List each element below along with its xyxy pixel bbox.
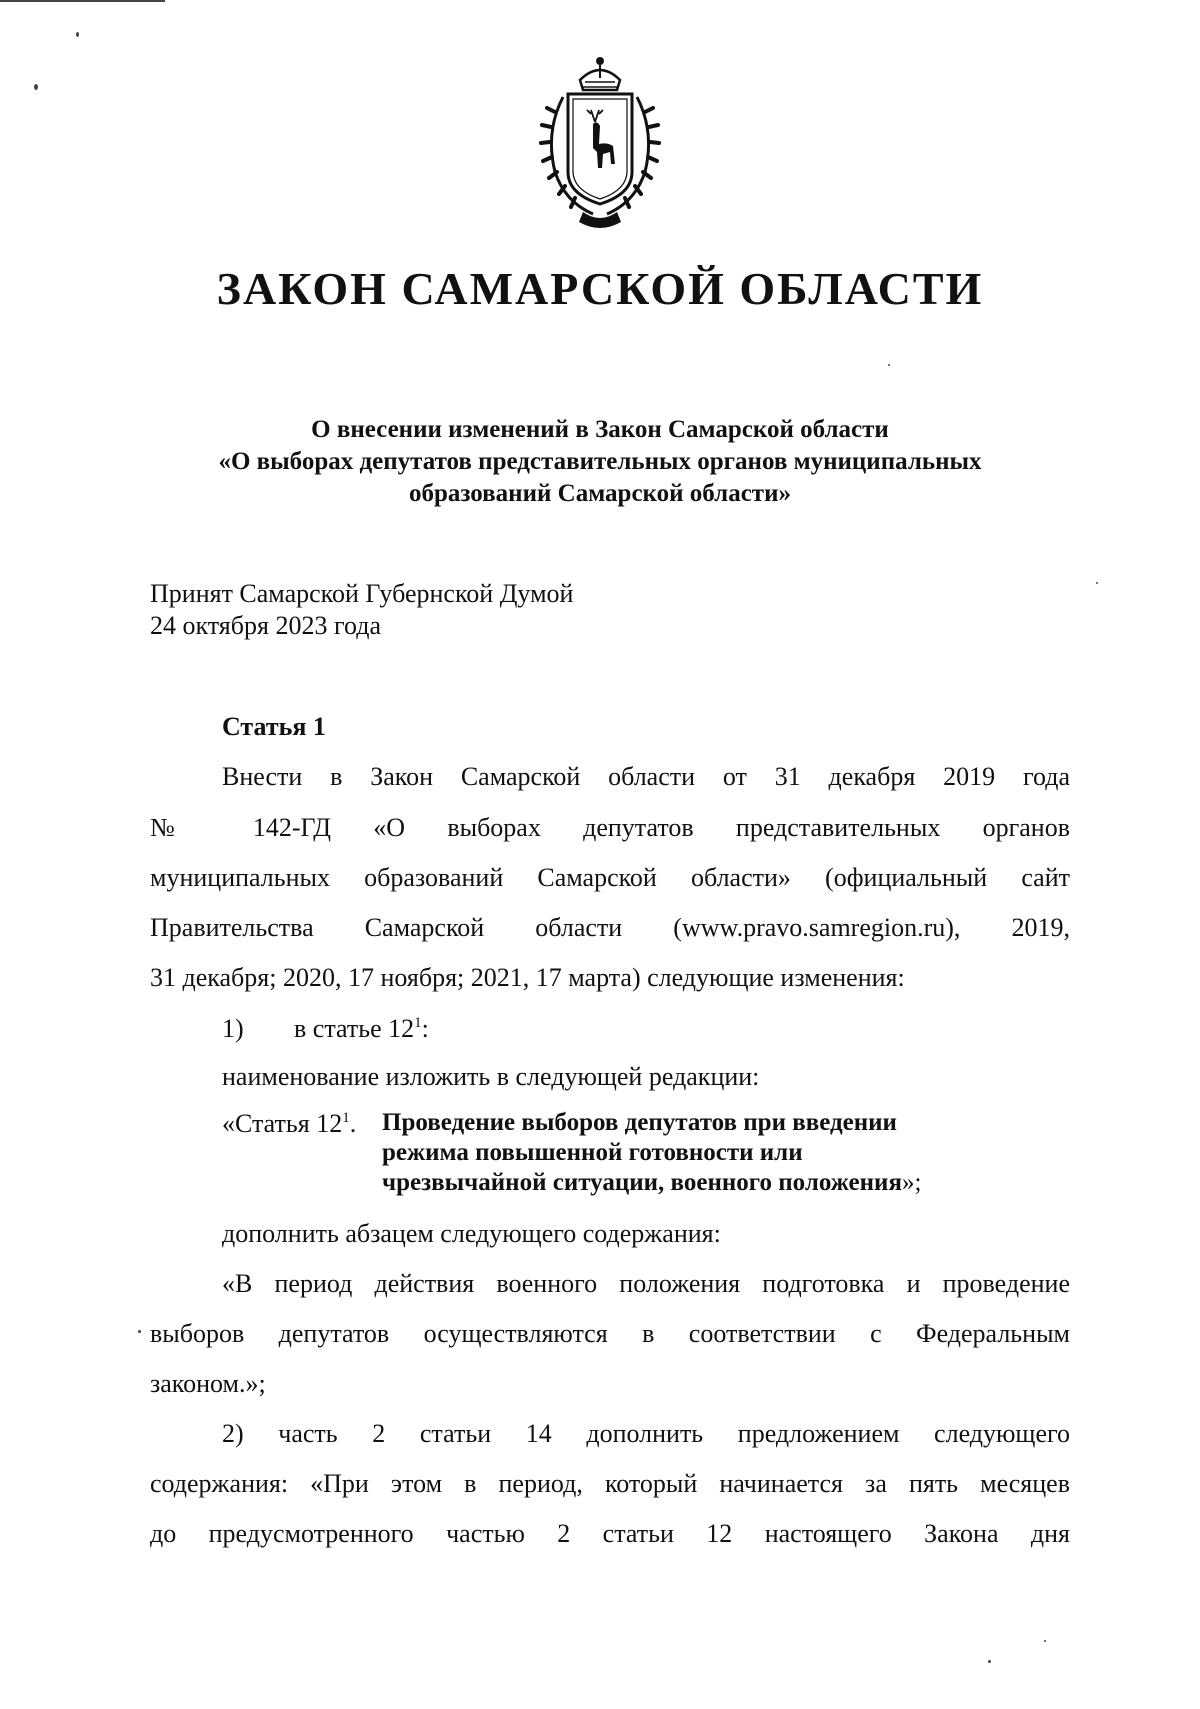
quote-prefix <box>222 1108 356 1140</box>
law-subject-line: «О выборах депутатов представительных органов муниципальных <box>218 448 982 475</box>
law-title: ЗАКОН САМАРСКОЙ ОБЛАСТИ <box>216 263 984 314</box>
new-article-title-line <box>382 1168 921 1198</box>
text-line: дополнить абзацем следующего содержания: <box>222 1219 721 1248</box>
text-line: Правительства Самарской области (www.pravo.samregion.ru), 2019, <box>150 913 1070 942</box>
scan-speck <box>988 1660 991 1663</box>
text-line: Внести в Закон Самарской области от 31 декабря 2019 года <box>222 762 1070 791</box>
text-line: до предусмотренного частью 2 статьи 12 настоящего Закона дня <box>150 1519 1070 1548</box>
item-number: 1) <box>222 1014 244 1043</box>
text-line: 2) часть 2 статьи 14 дополнить предложением следующего <box>222 1419 1070 1448</box>
new-article-title-line: режима повышенной готовности или <box>382 1139 803 1166</box>
scan-speck <box>1096 582 1098 584</box>
new-article-title-end: »; <box>901 1169 922 1196</box>
new-article-title <box>382 1108 921 1198</box>
law-subject-line: образований Самарской области» <box>409 480 791 507</box>
scan-edge-line <box>0 0 165 2</box>
text-line: «В период действия военного положения подготовка и проведение <box>222 1269 1070 1298</box>
law-subject <box>100 414 1100 510</box>
adoption-info <box>150 578 573 642</box>
article-heading: Статья 1 <box>222 712 326 741</box>
new-article-title-text: чрезвычайной ситуации, военного положения <box>382 1169 902 1196</box>
quote-prefix-text: «Статья 12 <box>222 1109 343 1138</box>
text-line: выборов депутатов осуществляются в соответствии с Федеральным <box>150 1319 1070 1348</box>
scan-speck <box>888 364 890 366</box>
text-line: наименование изложить в следующей редакции: <box>222 1062 760 1091</box>
adoption-body: Принят Самарской Губернской Думой <box>150 579 574 608</box>
scan-speck <box>138 1330 141 1333</box>
item-text <box>294 1013 429 1045</box>
text-line: муниципальных образований Самарской области» (официальный сайт <box>150 863 1070 892</box>
text-line: № 142-ГД «О выборах депутатов представительных органов <box>150 813 1070 842</box>
text-line: содержания: «При этом в период, который начинается за пять месяцев <box>150 1469 1070 1498</box>
quote-prefix-dot: . <box>349 1109 357 1138</box>
scan-speck <box>1044 1640 1046 1642</box>
new-article-title-line: Проведение выборов депутатов при введении <box>382 1109 897 1136</box>
text-line: законом.»; <box>150 1369 266 1398</box>
scan-speck <box>76 32 79 37</box>
superscript: 1 <box>414 1015 422 1031</box>
scan-speck <box>34 84 38 90</box>
item-text-colon: : <box>421 1014 429 1043</box>
coat-of-arms-emblem <box>533 52 667 232</box>
adoption-date: 24 октября 2023 года <box>150 611 381 640</box>
item-text-main: в статье 12 <box>294 1014 415 1043</box>
superscript: 1 <box>342 1110 350 1126</box>
law-subject-line: О внесении изменений в Закон Самарской области <box>311 416 889 443</box>
text-line: 31 декабря; 2020, 17 ноября; 2021, 17 марта) следующие изменения: <box>150 963 905 992</box>
